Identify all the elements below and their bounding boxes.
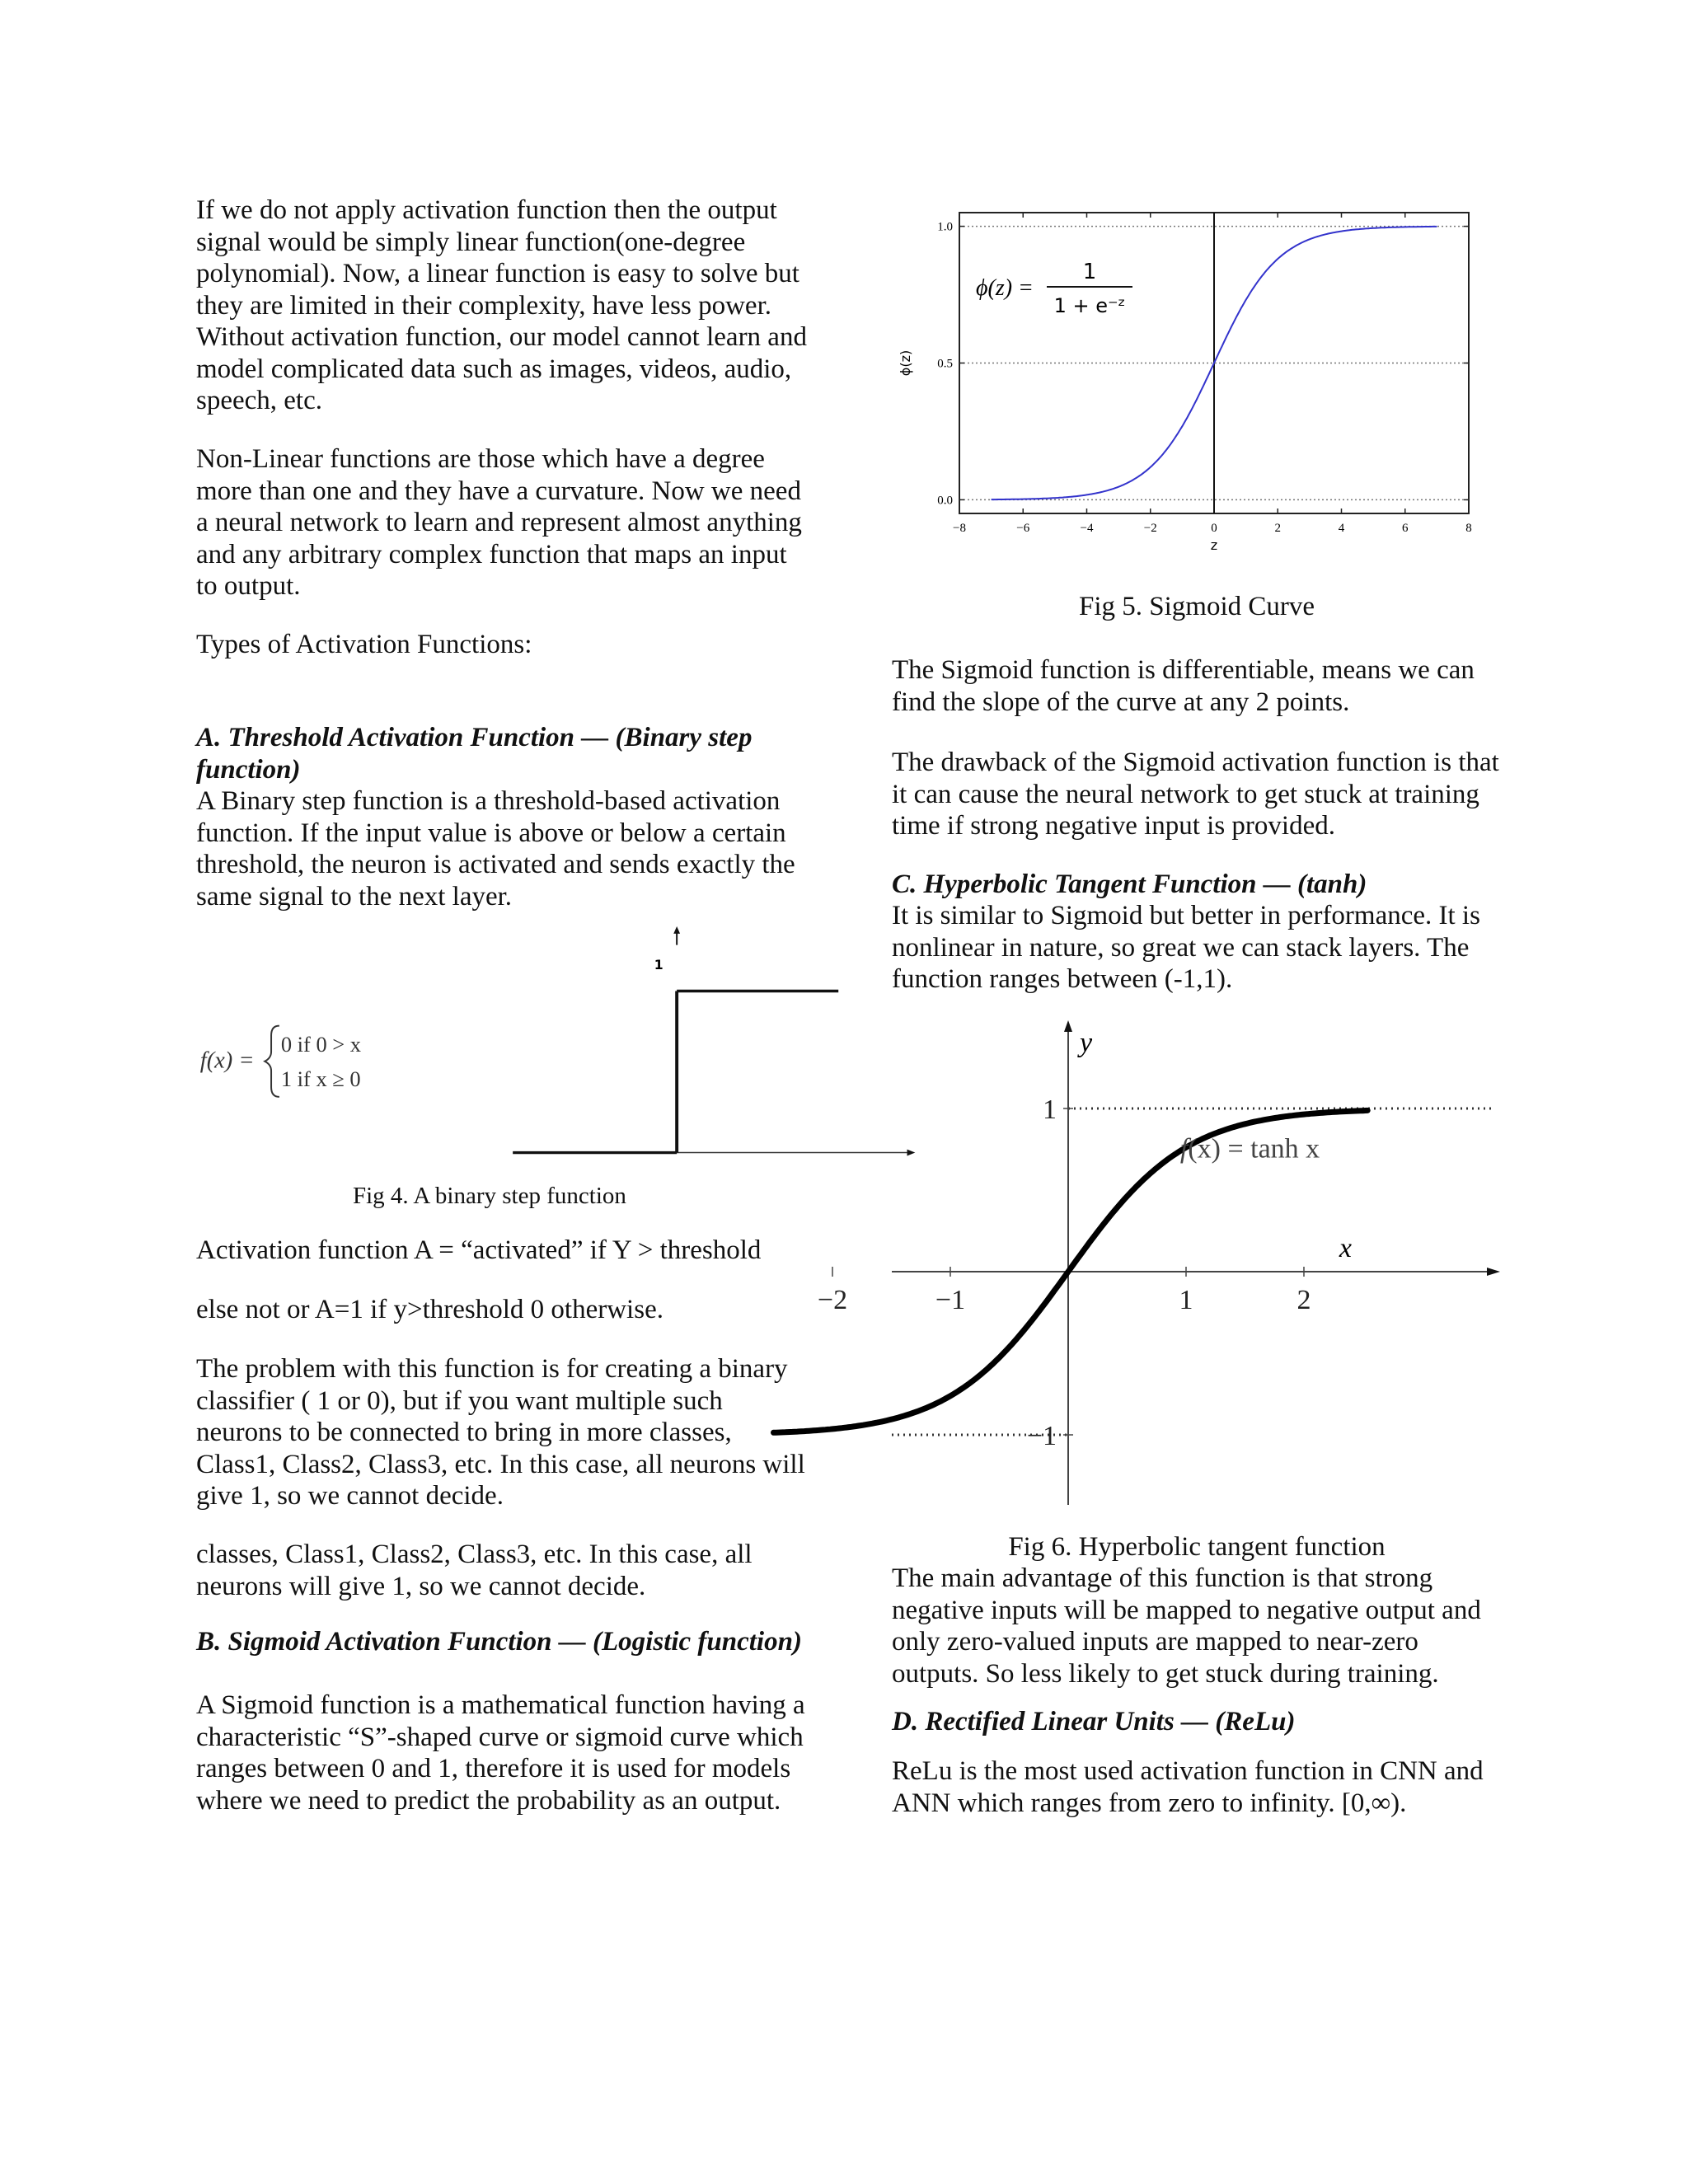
- sigmoid-ytick-label-0: 0.0: [937, 494, 953, 508]
- paragraph-step-problem-repeat: classes, Class1, Class2, Class3, etc. In this case, all neurons will give 1, so we cannot decide.: [196, 1540, 753, 1601]
- tanh-xtick-label-1: −1: [935, 1285, 966, 1315]
- heading-threshold: A. Threshold Activation Function — (Binary step function): [196, 723, 753, 785]
- tanh-ytick-label-1: −1: [1026, 1421, 1057, 1451]
- sigmoid-y-label: ϕ(z): [898, 349, 913, 377]
- fig6-caption: Fig 6. Hyperbolic tangent function: [1008, 1532, 1386, 1562]
- sigmoid-xtick-label-5: 2: [1274, 522, 1281, 535]
- sigmoid-xtick-label-4: 0: [1211, 522, 1217, 535]
- sigmoid-xtick-label-1: −6: [1016, 522, 1030, 535]
- binary-step-figure: [192, 920, 806, 1183]
- tanh-label-f: f: [1179, 1133, 1189, 1165]
- sigmoid-xtick-label-3: −2: [1143, 522, 1157, 535]
- paragraph-sigmoid-drawback: The drawback of the Sigmoid activation function is that it can cause the neural network to get stuck at training time if strong negative input is provided.: [892, 748, 1499, 841]
- step-y-axis-arrow: [673, 926, 680, 934]
- paragraph-linear-output: If we do not apply activation function then the output signal would be simply linear function(one-degree polynomial). Now, a linear function is easy to solve but they are limited in their complexity, have less power. Without activation function, our model cannot learn and model complicated data such as images, videos, audio, speech, etc.: [196, 195, 807, 415]
- step-formula-case-2: 1 if x ≥ 0: [280, 1066, 361, 1092]
- sigmoid-xtick-label-0: −8: [953, 522, 966, 535]
- tanh-xtick-label-0: −2: [817, 1285, 848, 1315]
- paragraph-types-intro: Types of Activation Functions:: [196, 630, 532, 659]
- sigmoid-xtick-label-2: −4: [1080, 522, 1094, 535]
- tanh-y-axis-arrow: [1064, 1020, 1072, 1032]
- tanh-xtick-label-2: 1: [1179, 1285, 1193, 1315]
- sigmoid-formula-numerator: 1: [1082, 260, 1097, 284]
- tanh-x-label: x: [1339, 1233, 1352, 1263]
- paragraph-binary-step: A Binary step function is a threshold-based activation function. If the input value is above or below a certain threshold, the neuron is activated and sends exactly the same signal to the next layer.: [196, 786, 795, 912]
- sigmoid-formula-lhs: ϕ(z) =: [976, 275, 1034, 301]
- sigmoid-x-label: z: [1210, 537, 1218, 553]
- paragraph-step-problem: The problem with this function is for creating a binary classifier ( 1 or 0), but if you want multiple such neurons to be connected to bring in more classes, Class1, Class2, Class3, etc. In this case, all neurons will give 1, so we cannot decide.: [196, 1354, 805, 1511]
- paragraph-activation-rule: Activation function A = “activated” if Y > threshold: [196, 1235, 762, 1265]
- sigmoid-axis-ticks: [937, 213, 1472, 535]
- tanh-chart: [817, 1019, 1502, 1513]
- paragraph-nonlinear: Non-Linear functions are those which have a degree more than one and they have a curvature. Now we need a neural network to learn and represent almost anything and any arbitrary complex function that maps an input to output.: [196, 444, 802, 601]
- sigmoid-ytick-label-2: 1.0: [937, 220, 953, 234]
- fig4-caption: Fig 4. A binary step function: [353, 1183, 626, 1209]
- paragraph-else-rule: else not or A=1 if y>threshold 0 otherwise.: [196, 1295, 663, 1324]
- tanh-ytick-label-0: 1: [1043, 1094, 1057, 1125]
- tanh-y-label: y: [1080, 1028, 1093, 1058]
- step-formula-case-1: 0 if 0 > x: [280, 1032, 362, 1057]
- paragraph-sigmoid: A Sigmoid function is a mathematical function having a characteristic “S”-shaped curve or sigmoid curve which ranges between 0 and 1, therefore it is used for models where we need to predict the probability as an output.: [196, 1690, 805, 1816]
- paragraph-tanh-advantage: The main advantage of this function is that strong negative inputs will be mapped to negative output and only zero-valued inputs are mapped to near-zero outputs. So less likely to get stuck during training.: [892, 1563, 1481, 1689]
- heading-sigmoid: B. Sigmoid Activation Function — (Logistic function): [196, 1627, 802, 1657]
- sigmoid-xtick-label-6: 4: [1338, 522, 1345, 535]
- step-tick-one: 1: [654, 957, 663, 973]
- paragraph-tanh: It is similar to Sigmoid but better in performance. It is nonlinear in nature, so great we can stack layers. The function ranges between (-1,1).: [892, 901, 1480, 994]
- fig5-caption: Fig 5. Sigmoid Curve: [1078, 592, 1315, 621]
- tanh-x-axis-arrow: [1487, 1268, 1500, 1276]
- heading-relu: D. Rectified Linear Units — (ReLu): [892, 1707, 1296, 1736]
- sigmoid-chart: [892, 194, 1502, 590]
- heading-tanh: C. Hyperbolic Tangent Function — (tanh): [892, 869, 1367, 899]
- sigmoid-xtick-label-7: 6: [1402, 522, 1409, 535]
- step-formula-lhs: f(x) =: [199, 1047, 255, 1074]
- tanh-xtick-label-3: 2: [1296, 1285, 1311, 1315]
- paragraph-relu: ReLu is the most used activation function in CNN and ANN which ranges from zero to infinity. [0,∞).: [892, 1756, 1484, 1818]
- tanh-curve-label: [1180, 1133, 1320, 1164]
- tanh-label-rest: (x) = tanh x: [1188, 1133, 1320, 1165]
- sigmoid-ytick-label-1: 0.5: [937, 357, 953, 371]
- paragraph-sigmoid-differentiable: The Sigmoid function is differentiable, means we can find the slope of the curve at any 2 points.: [892, 655, 1475, 717]
- step-formula-brace: [265, 1026, 279, 1097]
- sigmoid-formula-denominator: 1 + e⁻ᶻ: [1053, 294, 1126, 317]
- sigmoid-xtick-label-8: 8: [1465, 522, 1472, 535]
